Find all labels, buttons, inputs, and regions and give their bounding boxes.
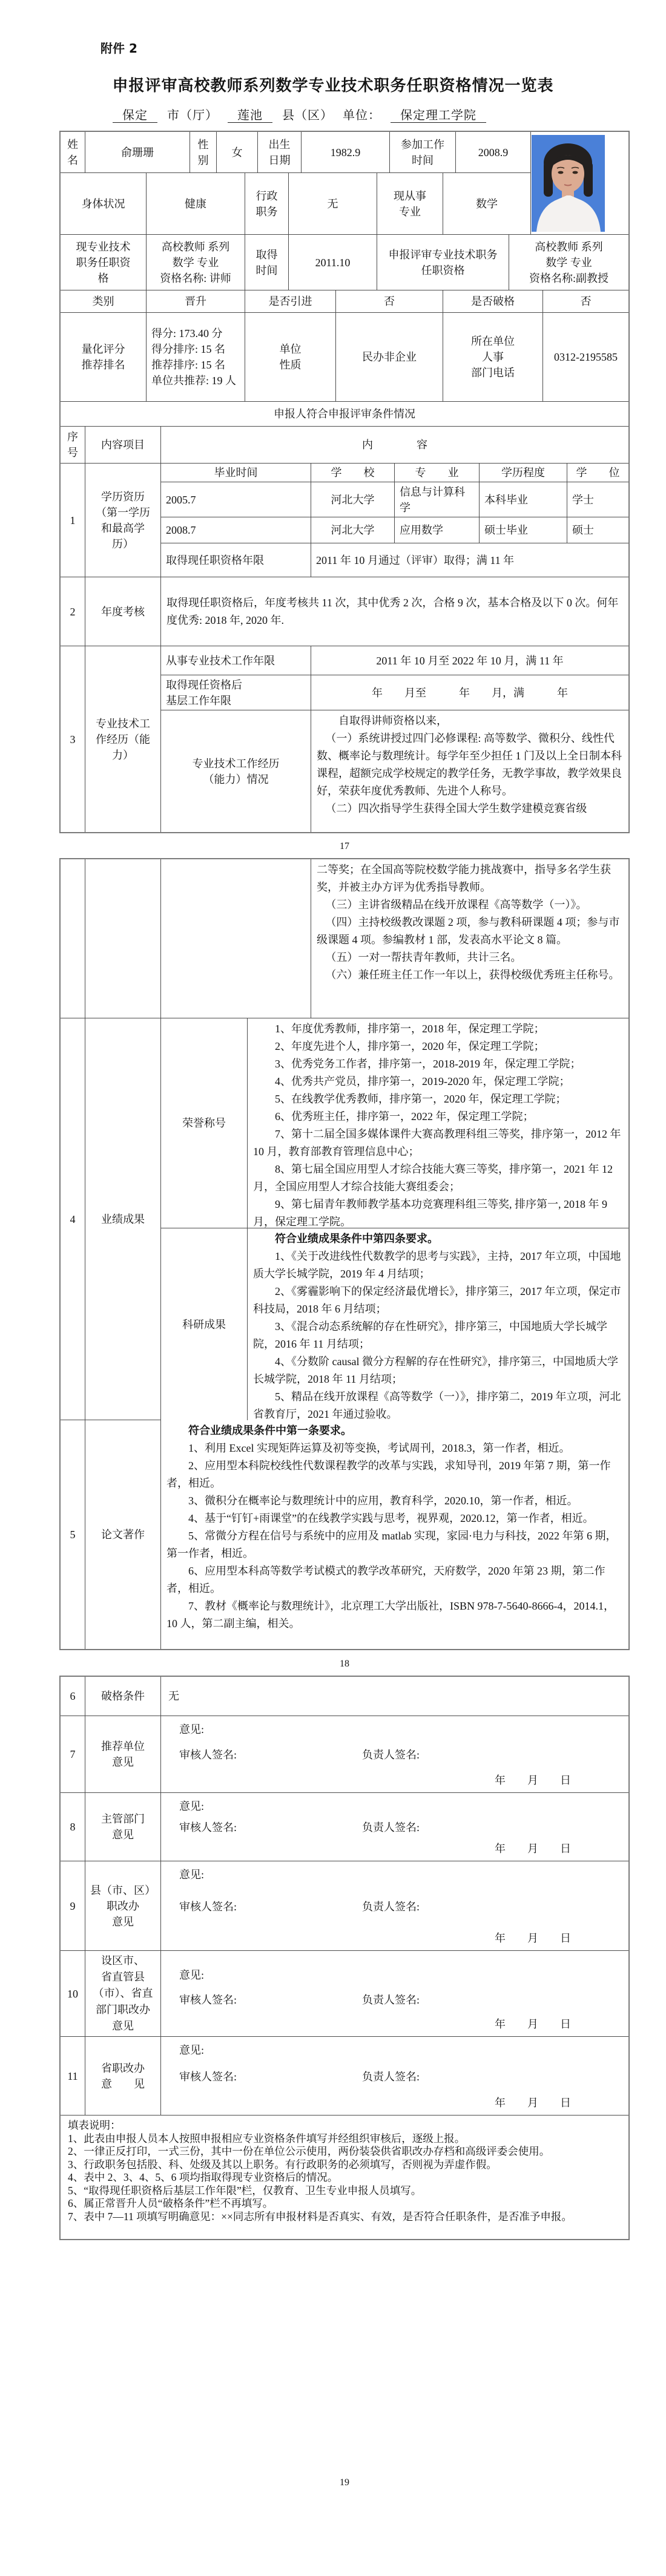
honors-content <box>248 1018 628 1228</box>
experience-paragraph: （一）系统讲授过四门必修课程: 高等数学、微积分、线性代数、概率论与数理统计。每学年至少担任 1 门及以上全日制本科课程，超额完成学校规定的教学任务，无教学事故，教学效果良好，荣获年度优秀教师、先进个人称号。 <box>317 732 622 797</box>
quant-label: 量化评分 推荐排名 <box>61 313 147 402</box>
experience-paragraph: 自取得讲师资格以来， <box>338 715 447 727</box>
birth-label: 出生 日期 <box>258 132 302 173</box>
section-6-exception <box>61 1677 628 1716</box>
hr-phone-value: 0312-2195585 <box>543 313 628 402</box>
page-title: 申报评审高校教师系列数学专业技术职务任职资格情况一览表 <box>112 77 554 95</box>
page2-table <box>59 858 630 1650</box>
experience-paragraph: 二等奖；在全国高等院校数学能力挑战赛中，指导多名学生获奖，并被主办方评为优秀指导教师。 <box>317 864 611 893</box>
date-placeholder: 年 月 日 <box>495 2097 571 2109</box>
section-1-education <box>61 464 628 577</box>
conditions-header-row <box>61 402 628 427</box>
section-11-label: 省职改办 意 见 <box>85 2037 161 2116</box>
unit-label: 单位： <box>343 109 381 122</box>
note-item: 3、行政职务包括股、科、处级及其以上职务。有行政职务的必须填写，否则视为弄虚作假。 <box>68 2158 497 2171</box>
unit-nature-value: 民办非企业 <box>336 313 443 402</box>
edu-cell: 2008.7 <box>161 517 311 543</box>
opinion-label: 意见: <box>179 1969 205 1981</box>
health-value: 健康 <box>147 173 245 235</box>
section-5-papers <box>61 1420 628 1649</box>
edu-cell: 本科毕业 <box>480 482 567 517</box>
current-title-label: 现专业技术 职务任职资 格 <box>61 235 147 290</box>
honor-item: 3、优秀党务工作者，排序第一，2018-2019 年，保定理工学院； <box>275 1058 581 1070</box>
paper-item: 7、教材《概率论与数理统计》，北京理工大学出版社，ISBN 978-7-5640-8666-4，2014.1，10 人，第二副主编，相关。 <box>166 1600 615 1630</box>
edu-row-master <box>161 517 628 543</box>
table-header-row <box>61 427 628 464</box>
section-8-no: 8 <box>61 1793 85 1861</box>
base-years-value: 年 月至 年 月，满 年 <box>311 675 628 710</box>
opinion-label: 意见: <box>179 2044 205 2056</box>
qualification-years-value: 2011 年 10 月通过（评审）取得；满 11 年 <box>311 543 628 577</box>
admin-duty-value: 无 <box>289 173 377 235</box>
major-value: 数学 <box>443 173 531 235</box>
section-10-label: 设区市、 省直管县 （市）、省直 部门职改办 意见 <box>85 1951 161 2037</box>
quant-values: 得分: 173.40 分 得分排序: 15 名 推荐排序: 15 名 单位共推荐: 19 人 <box>147 313 245 402</box>
date-placeholder: 年 月 日 <box>495 1774 571 1786</box>
section-7-no: 7 <box>61 1716 85 1793</box>
experience-paragraph: （二）四次指导学生获得全国大学生数学建模竞赛省级 <box>325 802 587 814</box>
leader-signature-label: 负责人签名: <box>362 1821 420 1834</box>
empty-no-cell <box>61 859 85 1018</box>
honors-row <box>161 1018 628 1228</box>
acquire-time-label: 取得 时间 <box>245 235 289 290</box>
section-10-city-opinion <box>61 1951 628 2037</box>
gender-value: 女 <box>217 132 258 173</box>
name-label: 姓 名 <box>61 132 85 173</box>
edu-cell: 硕士 <box>567 517 628 543</box>
work-years-label: 从事专业技术工作年限 <box>161 646 311 675</box>
note-item: 2、一律正反打印，一式三份，其中一份在单位公示使用，两份装袋供省职改办存档和高级评委会使用。 <box>68 2145 550 2157</box>
honor-item: 1、年度优秀教师，排序第一，2018 年，保定理工学院； <box>275 1023 545 1035</box>
note-item: 7、表中 7—11 项填写明确意见：××同志所有申报材料是否真实、有效，是否符合任职条件，是否准予申报。 <box>68 2210 572 2223</box>
honor-item: 2、年度先进个人，排序第一，2020 年，保定理工学院； <box>275 1040 545 1052</box>
honor-item: 5、在线教学优秀教师，排序第一，2020 年，保定理工学院； <box>275 1093 567 1105</box>
edu-row-bachelor <box>161 482 628 517</box>
paper-item: 5、常微分方程在信号与系统中的应用及 matlab 实现，家园·电力与科技，2022 年第 6 期，第一作者，相近。 <box>166 1530 617 1559</box>
section-9-label: 县（市、区） 职改办 意见 <box>85 1861 161 1951</box>
photo-cell <box>531 132 628 235</box>
basic-info-block <box>61 132 628 235</box>
reviewer-signature-label: 审核人签名: <box>179 1900 237 1913</box>
edu-cell: 硕士毕业 <box>480 517 567 543</box>
section-3-label: 专业技术工 作经历（能 力） <box>85 646 161 832</box>
empty-item-cell <box>85 859 161 1018</box>
base-years-label: 取得现任资格后 基层工作年限 <box>161 675 311 710</box>
section-9-no: 9 <box>61 1861 85 1951</box>
apply-title-label: 申报评审专业技术职务 任职资格 <box>377 235 509 290</box>
work-years-row <box>161 646 628 675</box>
date-placeholder: 年 月 日 <box>495 2018 571 2030</box>
section-8-department-opinion <box>61 1793 628 1861</box>
note-item: 5、“取得现任职资格后基层工作年限”栏，仅教育、卫生专业申报人员填写。 <box>68 2184 422 2197</box>
hr-phone-label: 所在单位 人事 部门电话 <box>443 313 543 402</box>
notes-row <box>61 2116 628 2239</box>
paper-item: 6、应用型本科高等数学考试模式的教学改革研究，天府数学，2020 年第 23 期，第二作者，相近。 <box>166 1565 605 1594</box>
papers-requirement: 符合业绩成果条件中第一条要求。 <box>188 1424 352 1437</box>
section-3-continuation <box>61 859 628 1018</box>
page3-table <box>59 1676 630 2240</box>
section-11-no: 11 <box>61 2037 85 2116</box>
research-row <box>161 1228 628 1420</box>
section-4-no: 4 <box>61 1018 85 1420</box>
page-number-17: 17 <box>340 841 349 851</box>
section-9-content <box>161 1861 628 1951</box>
applicant-photo <box>532 135 605 232</box>
research-requirement: 符合业绩成果条件中第四条要求。 <box>275 1233 438 1245</box>
section-7-recommend-opinion <box>61 1716 628 1793</box>
edu-cell: 应用数学 <box>395 517 480 543</box>
edu-cell: 河北大学 <box>311 517 395 543</box>
edu-cell: 学士 <box>567 482 628 517</box>
experience-detail-content <box>311 710 628 832</box>
notes-title: 填表说明： <box>68 2119 121 2131</box>
section-11-province-opinion <box>61 2037 628 2116</box>
joinwork-label: 参加工作 时间 <box>390 132 456 173</box>
leader-signature-label: 负责人签名: <box>362 1900 420 1913</box>
experience-detail-label: 专业技术工作经历 （能力）情况 <box>161 710 311 832</box>
note-item: 6、属正常晋升人员“破格条件”栏不再填写。 <box>68 2197 274 2209</box>
section-6-label: 破格条件 <box>85 1677 161 1716</box>
name-value: 俞珊珊 <box>85 132 190 173</box>
edu-header-degree: 学 位 <box>567 464 628 482</box>
experience-paragraph: （四）主持校级教改课题 2 项，参与教科研课题 4 项；参与市级课题 4 项。参编教材 1 部，发表高水平论文 8 篇。 <box>317 916 620 946</box>
conditions-header: 申报人符合申报评审条件情况 <box>61 402 628 427</box>
edu-header-row <box>161 464 628 482</box>
experience-paragraph: （五）一对一帮扶青年教师，共计三名。 <box>325 951 522 963</box>
section-9-county-opinion <box>61 1861 628 1951</box>
section-3-no: 3 <box>61 646 85 832</box>
city-suffix: 市（厅） <box>167 109 218 122</box>
paper-item: 3、微积分在概率论与数理统计中的应用，教育科学，2020.10，第一作者，相近。 <box>188 1495 578 1507</box>
section-7-label: 推荐单位 意见 <box>85 1716 161 1793</box>
row-quant <box>61 313 628 402</box>
major-label: 现从事 专业 <box>377 173 443 235</box>
reviewer-signature-label: 审核人签名: <box>179 2070 237 2083</box>
section-4-label: 业绩成果 <box>85 1018 161 1420</box>
section-1-label: 学历资历 （第一学历 和最高学 历） <box>85 464 161 577</box>
page1-table <box>59 131 630 833</box>
edu-header-degree-level: 学历程度 <box>480 464 567 482</box>
row-category <box>61 290 628 313</box>
form-notes <box>61 2116 628 2239</box>
unit-value: 保定理工学院 <box>391 109 486 123</box>
opinion-label: 意见: <box>179 1869 205 1881</box>
health-label: 身体状况 <box>61 173 147 235</box>
empty-sublabel-cell <box>161 859 311 1018</box>
date-placeholder: 年 月 日 <box>495 1932 571 1944</box>
admin-duty-label: 行政 职务 <box>245 173 289 235</box>
research-item: 5、精品在线开放课程《高等数学（一）》，排序第二，2019 年立项，河北省教育厅，2021 年通过验收。 <box>253 1391 621 1420</box>
section-5-no: 5 <box>61 1420 85 1649</box>
col-header-item: 内容项目 <box>85 427 161 464</box>
section-5-label: 论文著作 <box>85 1420 161 1649</box>
research-item: 3、《混合动态系统解的存在性研究》，排序第三，中国地质大学长城学院，2016 年 11 月结项； <box>253 1320 607 1350</box>
work-years-value: 2011 年 10 月至 2022 年 10 月，满 11 年 <box>311 646 628 675</box>
edu-header-time: 毕业时间 <box>161 464 311 482</box>
section-1-no: 1 <box>61 464 85 577</box>
edu-header-major: 专 业 <box>395 464 480 482</box>
experience-continued-content <box>311 859 628 1018</box>
note-item: 4、表中 2、3、4、5、6 项均指取得现专业资格后的情况。 <box>68 2171 338 2183</box>
introduced-value: 否 <box>336 290 443 313</box>
introduced-label: 是否引进 <box>245 290 336 313</box>
section-4-achievements <box>61 1018 628 1420</box>
row-health <box>61 173 531 235</box>
papers-content <box>161 1420 628 1649</box>
edu-cell: 河北大学 <box>311 482 395 517</box>
birth-value: 1982.9 <box>302 132 390 173</box>
exception-value: 否 <box>543 290 628 313</box>
section-3-experience <box>61 646 628 832</box>
city-value: 保定 <box>113 109 157 123</box>
section-10-no: 10 <box>61 1951 85 2037</box>
reviewer-signature-label: 审核人签名: <box>179 1821 237 1834</box>
section-2-assessment <box>61 577 628 646</box>
honor-item: 9、第七届青年教师教学基本功竞赛理科组三等奖, 排序第一, 2018 年 9 月，保定理工学院。 <box>253 1198 607 1228</box>
research-content <box>248 1228 628 1420</box>
section-10-content <box>161 1951 628 2037</box>
paper-item: 4、基于“钉钉+雨课堂”的在线教学实践与思考，视界观，2020.12，第一作者，相近。 <box>188 1512 594 1524</box>
row-name <box>61 132 531 173</box>
section-7-content <box>161 1716 628 1793</box>
honor-item: 6、优秀班主任，排序第一，2022 年，保定理工学院； <box>275 1110 534 1122</box>
apply-title-value: 高校教师 系列 数学 专业 资格名称:副教授 <box>509 235 628 290</box>
edu-cell: 信息与计算科学 <box>395 482 480 517</box>
exception-label: 是否破格 <box>443 290 543 313</box>
section-8-content <box>161 1793 628 1861</box>
leader-signature-label: 负责人签名: <box>362 2070 420 2083</box>
joinwork-value: 2008.9 <box>456 132 531 173</box>
honor-item: 4、优秀共产党员，排序第一，2019-2020 年，保定理工学院； <box>275 1075 570 1087</box>
row-titles <box>61 235 628 290</box>
honor-item: 7、第十二届全国多媒体课件大赛高教理科组三等奖，排序第一，2012 年 10 月，教育部教育管理信息中心； <box>253 1128 621 1158</box>
section-2-no: 2 <box>61 577 85 646</box>
opinion-label: 意见: <box>179 1800 205 1812</box>
paper-item: 1、利用 Excel 实现矩阵运算及初等变换，考试周刊，2018.3，第一作者，相近。 <box>188 1442 570 1454</box>
research-item: 4、《分数阶 causal 微分方程解的存在性研究》，排序第三，中国地质大学长城学院，2018 年 11 月结项； <box>253 1355 618 1385</box>
section-11-content <box>161 2037 628 2116</box>
county-suffix: 县（区） <box>282 109 333 122</box>
research-label: 科研成果 <box>161 1228 248 1420</box>
category-value: 晋升 <box>147 290 245 313</box>
section-8-label: 主管部门 意见 <box>85 1793 161 1861</box>
current-title-value: 高校教师 系列 数学 专业 资格名称: 讲师 <box>147 235 245 290</box>
honors-label: 荣誉称号 <box>161 1018 248 1228</box>
date-placeholder: 年 月 日 <box>495 1843 571 1855</box>
edu-cell: 2005.7 <box>161 482 311 517</box>
edu-header-school: 学 校 <box>311 464 395 482</box>
section-6-no: 6 <box>61 1677 85 1716</box>
page-number-18: 18 <box>340 1659 349 1669</box>
gender-label: 性 别 <box>190 132 217 173</box>
honor-item: 8、第七届全国应用型人才综合技能大赛三等奖，排序第一，2021 年 12 月，全国应用型人才综合技能大赛组委会； <box>253 1163 613 1193</box>
base-years-row <box>161 675 628 710</box>
document-page <box>0 39 666 2576</box>
opinion-label: 意见: <box>179 1723 205 1735</box>
experience-detail-row <box>161 710 628 832</box>
acquire-time-value: 2011.10 <box>289 235 377 290</box>
subtitle-line <box>113 105 666 123</box>
experience-paragraph: （三）主讲省级精品在线开放课程《高等数学（一）》。 <box>325 899 587 911</box>
leader-signature-label: 负责人签名: <box>362 1749 420 1761</box>
county-value: 莲池 <box>228 109 272 123</box>
section-2-label: 年度考核 <box>85 577 161 646</box>
leader-signature-label: 负责人签名: <box>362 1993 420 2006</box>
qualification-years-label: 取得现任职资格年限 <box>161 543 311 577</box>
reviewer-signature-label: 审核人签名: <box>179 1749 237 1761</box>
category-label: 类别 <box>61 290 147 313</box>
qualification-years-row <box>161 543 628 577</box>
section-6-content: 无 <box>161 1677 628 1716</box>
paper-item: 2、应用型本科院校线性代数课程教学的改革与实践，求知导刊，2019 年第 7 期，第一作者，相近。 <box>166 1460 611 1489</box>
note-item: 1、此表由申报人员本人按照申报相应专业资格条件填写并经组织审核后，逐级上报。 <box>68 2132 466 2145</box>
research-item: 2、《雾霾影响下的保定经济最优增长》，排序第三，2017 年立项，保定市科技局，2018 年 6 月结项； <box>253 1285 621 1315</box>
attachment-label: 附件 2 <box>101 41 137 56</box>
experience-paragraph: （六）兼任班主任工作一年以上，获得校级优秀班主任称号。 <box>325 969 620 981</box>
col-header-content: 内 容 <box>161 427 628 464</box>
section-2-content: 取得现任职资格后，年度考核共 11 次，其中优秀 2 次，合格 9 次，基本合格及以下 0 次。何年度优秀: 2018 年, 2020 年. <box>161 577 628 646</box>
reviewer-signature-label: 审核人签名: <box>179 1993 237 2006</box>
research-item: 1、《关于改进线性代数教学的思考与实践》，主持，2017 年立项，中国地质大学长城学院，2019 年 4 月结项； <box>253 1250 621 1280</box>
col-header-no: 序 号 <box>61 427 85 464</box>
page-number-19: 19 <box>340 2477 349 2488</box>
unit-nature-label: 单位 性质 <box>245 313 336 402</box>
